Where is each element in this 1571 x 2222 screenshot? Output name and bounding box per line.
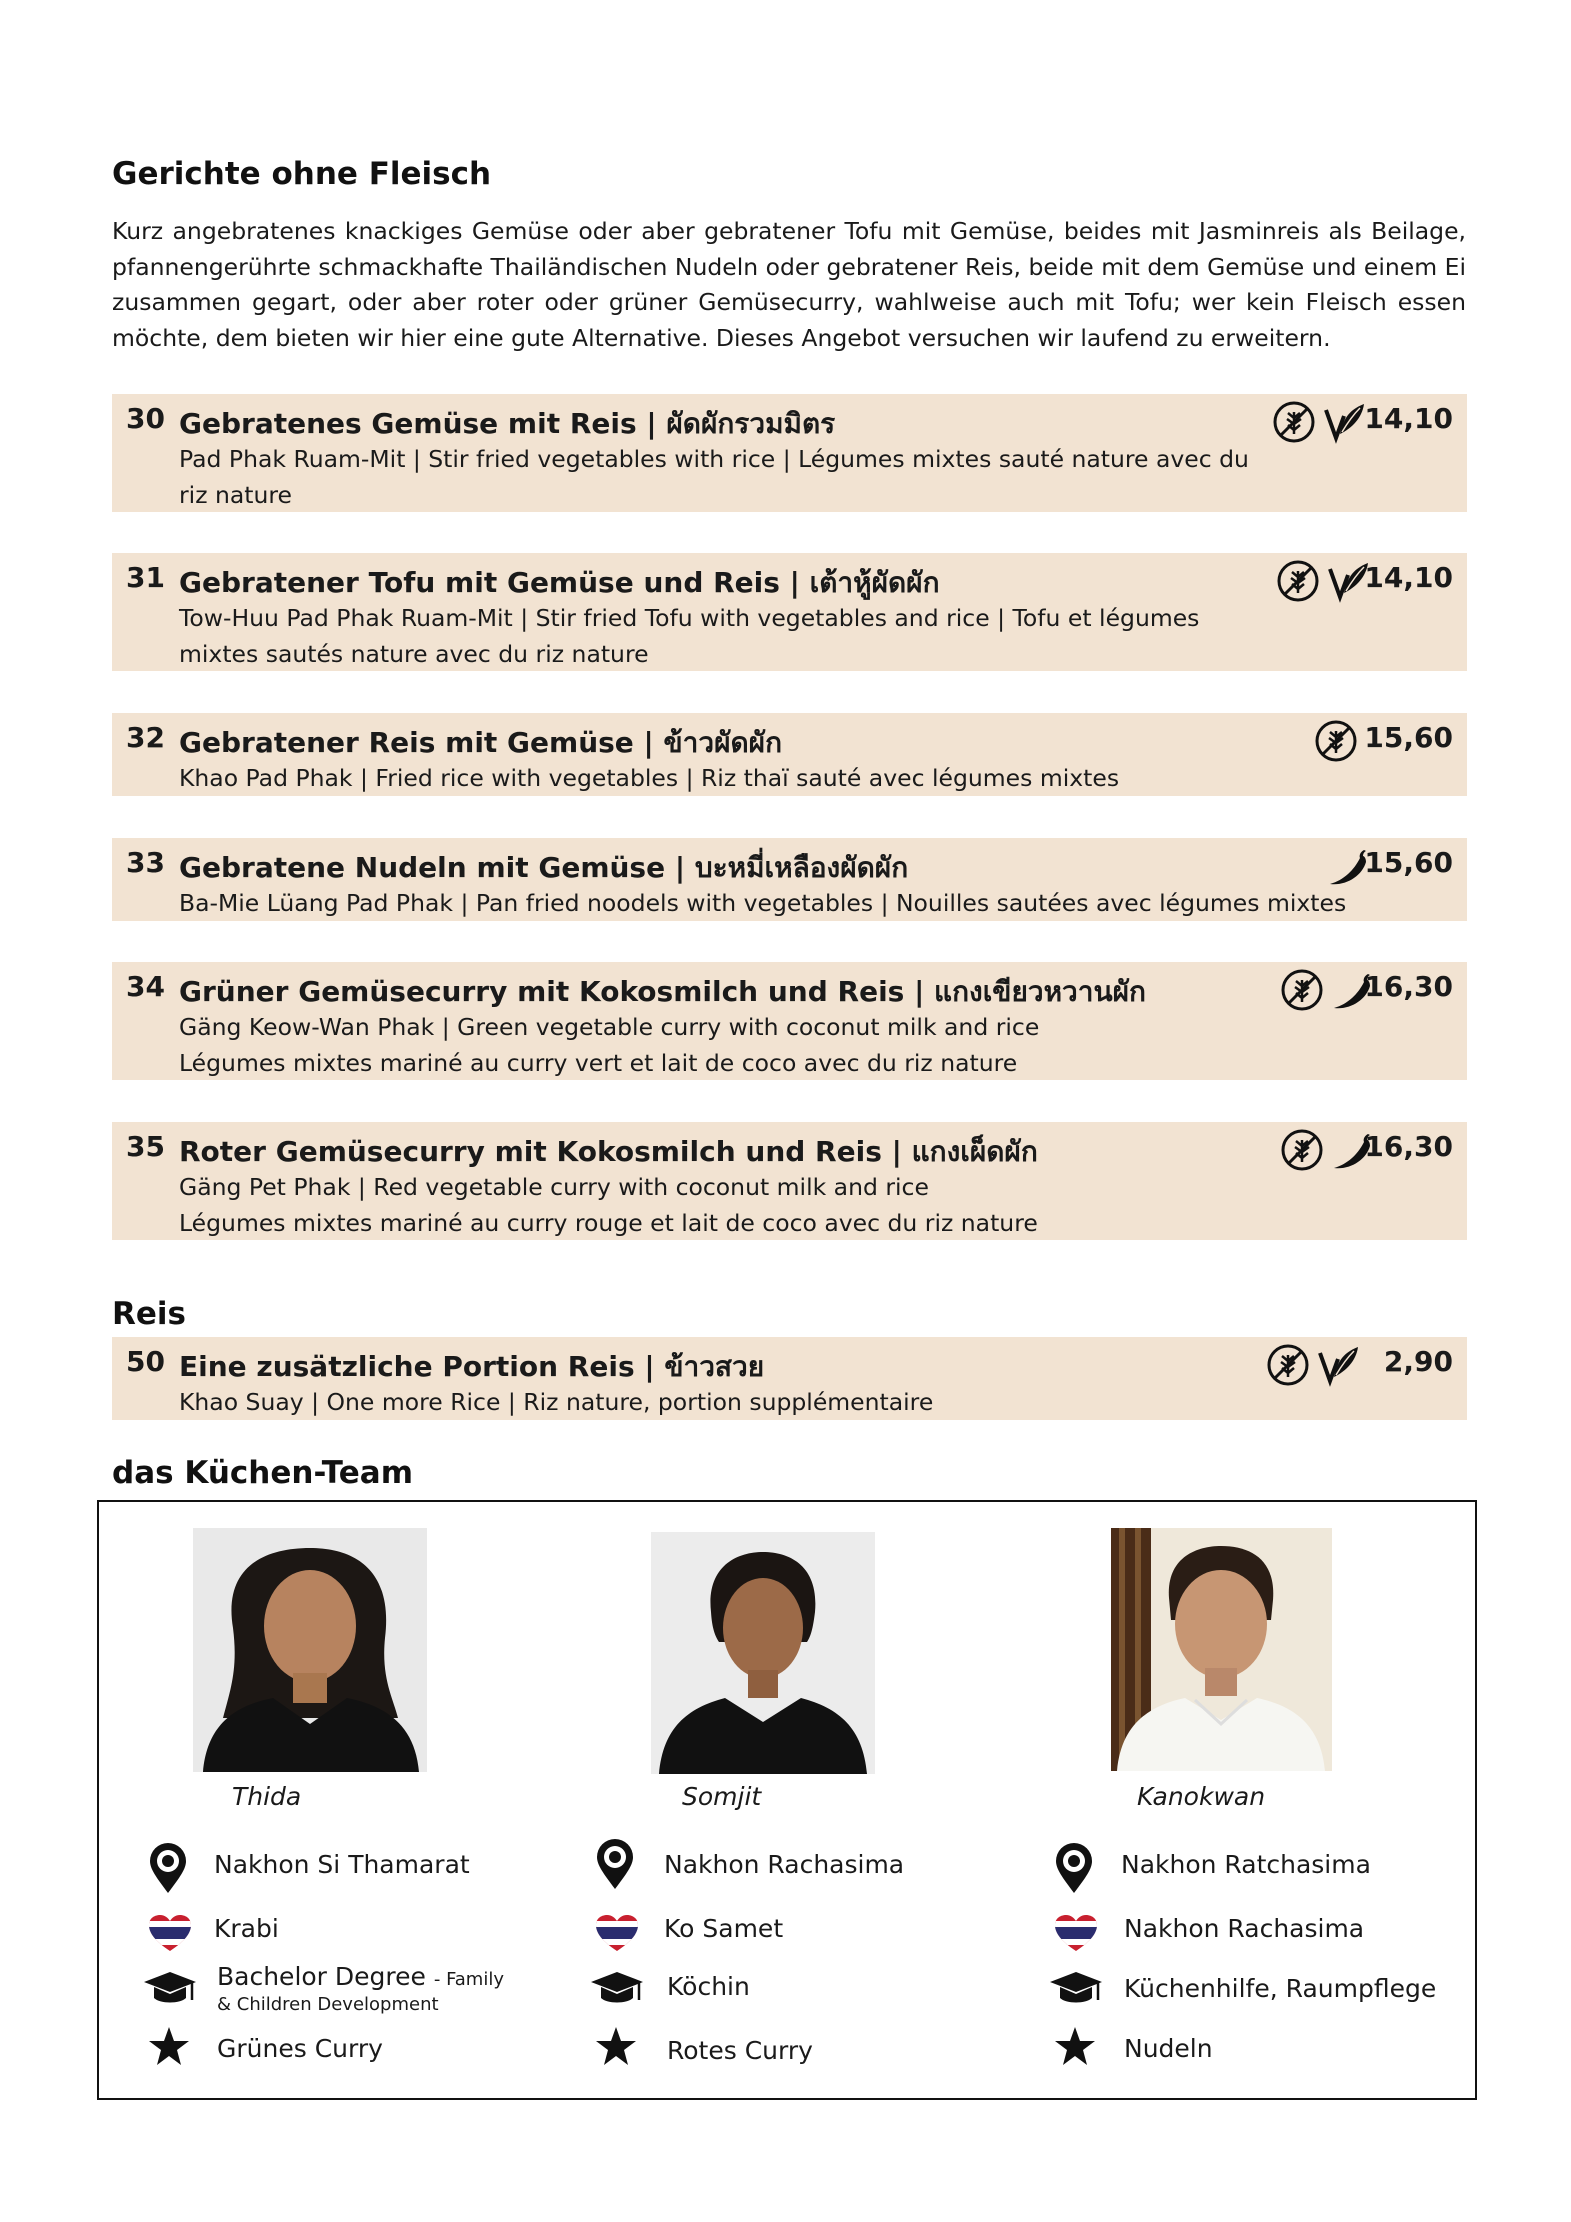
team-title: das Küchen-Team bbox=[112, 1455, 414, 1491]
member-favorite-place: Nakhon Rachasima bbox=[1124, 1914, 1365, 1943]
member-name: Somjit bbox=[682, 1782, 762, 1811]
member-role: Bachelor Degree - Family bbox=[217, 1962, 504, 1991]
dish-description: Khao Pad Phak | Fried rice with vegetables | Riz thaï sauté avec légumes mixtes bbox=[179, 764, 1120, 792]
photo-somjit bbox=[651, 1532, 875, 1774]
member-origin: Nakhon Ratchasima bbox=[1121, 1850, 1371, 1879]
thai-flag-heart-icon bbox=[1053, 1913, 1099, 1953]
dish-item bbox=[112, 838, 1467, 921]
dish-number: 33 bbox=[126, 846, 165, 879]
gluten-free-icon bbox=[1266, 1343, 1310, 1387]
gluten-free-icon bbox=[1272, 400, 1316, 444]
member-dish: Nudeln bbox=[1124, 2034, 1213, 2063]
member-role: Köchin bbox=[667, 1972, 750, 2001]
dish-price: 2,90 bbox=[1383, 1345, 1453, 1378]
graduation-cap-icon bbox=[1048, 1970, 1104, 2010]
dish-title: Gebratener Reis mit Gemüse | ข้าวผัดผัก bbox=[179, 726, 783, 759]
vegan-icon bbox=[1326, 559, 1370, 603]
section-title: Gerichte ohne Fleisch bbox=[112, 156, 492, 192]
star-icon bbox=[148, 2026, 190, 2066]
dish-number: 30 bbox=[126, 402, 165, 435]
gluten-free-icon bbox=[1276, 559, 1320, 603]
member-dish: Rotes Curry bbox=[667, 2036, 813, 2065]
dish-number: 34 bbox=[126, 970, 165, 1003]
location-pin-icon bbox=[146, 1843, 190, 1895]
star-icon bbox=[595, 2026, 637, 2066]
vegan-icon bbox=[1316, 1343, 1360, 1387]
location-pin-icon bbox=[593, 1839, 637, 1891]
dish-title: Gebratener Tofu mit Gemüse und Reis | เต้าหู้ผัดผัก bbox=[179, 566, 940, 599]
member-name: Thida bbox=[232, 1782, 302, 1811]
dish-number: 50 bbox=[126, 1345, 165, 1378]
member-favorite-place: Ko Samet bbox=[664, 1914, 784, 1943]
dish-item bbox=[112, 1122, 1467, 1240]
gluten-free-icon bbox=[1280, 968, 1324, 1012]
dish-price: 14,10 bbox=[1364, 402, 1453, 435]
dish-price: 15,60 bbox=[1364, 846, 1453, 879]
thai-flag-heart-icon bbox=[594, 1913, 640, 1953]
dish-item bbox=[112, 553, 1467, 671]
dish-title: Gebratene Nudeln mit Gemüse | บะหมี่เหลืองผัดผัก bbox=[179, 851, 909, 884]
dish-price: 16,30 bbox=[1364, 1130, 1453, 1163]
dish-description: Gäng Keow-Wan Phak | Green vegetable curry with coconut milk and rice Légumes mixtes mariné au curry vert et lait de coco avec du riz nature bbox=[179, 1013, 1040, 1077]
location-pin-icon bbox=[1052, 1843, 1096, 1895]
member-name: Kanokwan bbox=[1137, 1782, 1266, 1811]
gluten-free-icon bbox=[1314, 719, 1358, 763]
dish-price: 15,60 bbox=[1364, 721, 1453, 754]
dish-title: Eine zusätzliche Portion Reis | ข้าวสวย bbox=[179, 1350, 765, 1383]
section-intro: Kurz angebratenes knackiges Gemüse oder aber gebratener Tofu mit Gemüse, beides mit Jasminreis als Beilage, pfannengerührte schmackhafte Thailändischen Nudeln oder gebratener Reis, beide mit dem Gemüse und einem Ei zusammen gegart, oder aber roter oder grüner Gemüsecurry, wahlweise auch mit Tofu; wer kein Fleisch essen möchte, dem bieten wir hier eine gute Alternative. Dieses Angebot versuchen wir laufend zu erweitern. bbox=[112, 217, 1466, 352]
photo-thida bbox=[193, 1528, 427, 1772]
dish-price: 14,10 bbox=[1364, 561, 1453, 594]
dish-number: 31 bbox=[126, 561, 165, 594]
dish-price: 16,30 bbox=[1364, 970, 1453, 1003]
dish-description: Tow-Huu Pad Phak Ruam-Mit | Stir fried Tofu with vegetables and rice | Tofu et légumes mixtes sautés nature avec du riz nature bbox=[179, 604, 1200, 668]
member-role: Küchenhilfe, Raumpflege bbox=[1124, 1974, 1437, 2003]
dish-number: 35 bbox=[126, 1130, 165, 1163]
dish-title: Gebratenes Gemüse mit Reis | ผัดผักรวมมิตร bbox=[179, 407, 836, 440]
dish-number: 32 bbox=[126, 721, 165, 754]
dish-title: Roter Gemüsecurry mit Kokosmilch und Reis | แกงเผ็ดผัก bbox=[179, 1135, 1038, 1168]
member-origin: Nakhon Si Thamarat bbox=[214, 1850, 470, 1879]
dish-description: Khao Suay | One more Rice | Riz nature, portion supplémentaire bbox=[179, 1388, 934, 1416]
chili-icon bbox=[1326, 844, 1370, 888]
dish-title: Grüner Gemüsecurry mit Kokosmilch und Reis | แกงเขียวหวานผัก bbox=[179, 975, 1146, 1008]
gluten-free-icon bbox=[1280, 1128, 1324, 1172]
member-favorite-place: Krabi bbox=[214, 1914, 279, 1943]
vegan-icon bbox=[1322, 400, 1366, 444]
photo-kanokwan bbox=[1111, 1528, 1332, 1771]
thai-flag-heart-icon bbox=[147, 1913, 193, 1953]
dish-item bbox=[112, 713, 1467, 796]
dish-description: Gäng Pet Phak | Red vegetable curry with coconut milk and rice Légumes mixtes mariné au curry rouge et lait de coco avec du riz nature bbox=[179, 1173, 1038, 1237]
dish-item bbox=[112, 394, 1467, 512]
member-origin: Nakhon Rachasima bbox=[664, 1850, 905, 1879]
dish-item bbox=[112, 1337, 1467, 1420]
dish-item bbox=[112, 962, 1467, 1080]
graduation-cap-icon bbox=[589, 1970, 645, 2010]
dish-description: Pad Phak Ruam-Mit | Stir fried vegetables with rice | Légumes mixtes sauté nature avec du riz nature bbox=[179, 445, 1249, 509]
member-dish: Grünes Curry bbox=[217, 2034, 383, 2063]
dish-description: Ba-Mie Lüang Pad Phak | Pan fried noodels with vegetables | Nouilles sautées avec légumes mixtes bbox=[179, 889, 1347, 917]
rice-section-title: Reis bbox=[112, 1296, 186, 1332]
graduation-cap-icon bbox=[142, 1970, 198, 2010]
star-icon bbox=[1054, 2026, 1096, 2066]
member-role-detail: & Children Development bbox=[217, 1994, 439, 2015]
